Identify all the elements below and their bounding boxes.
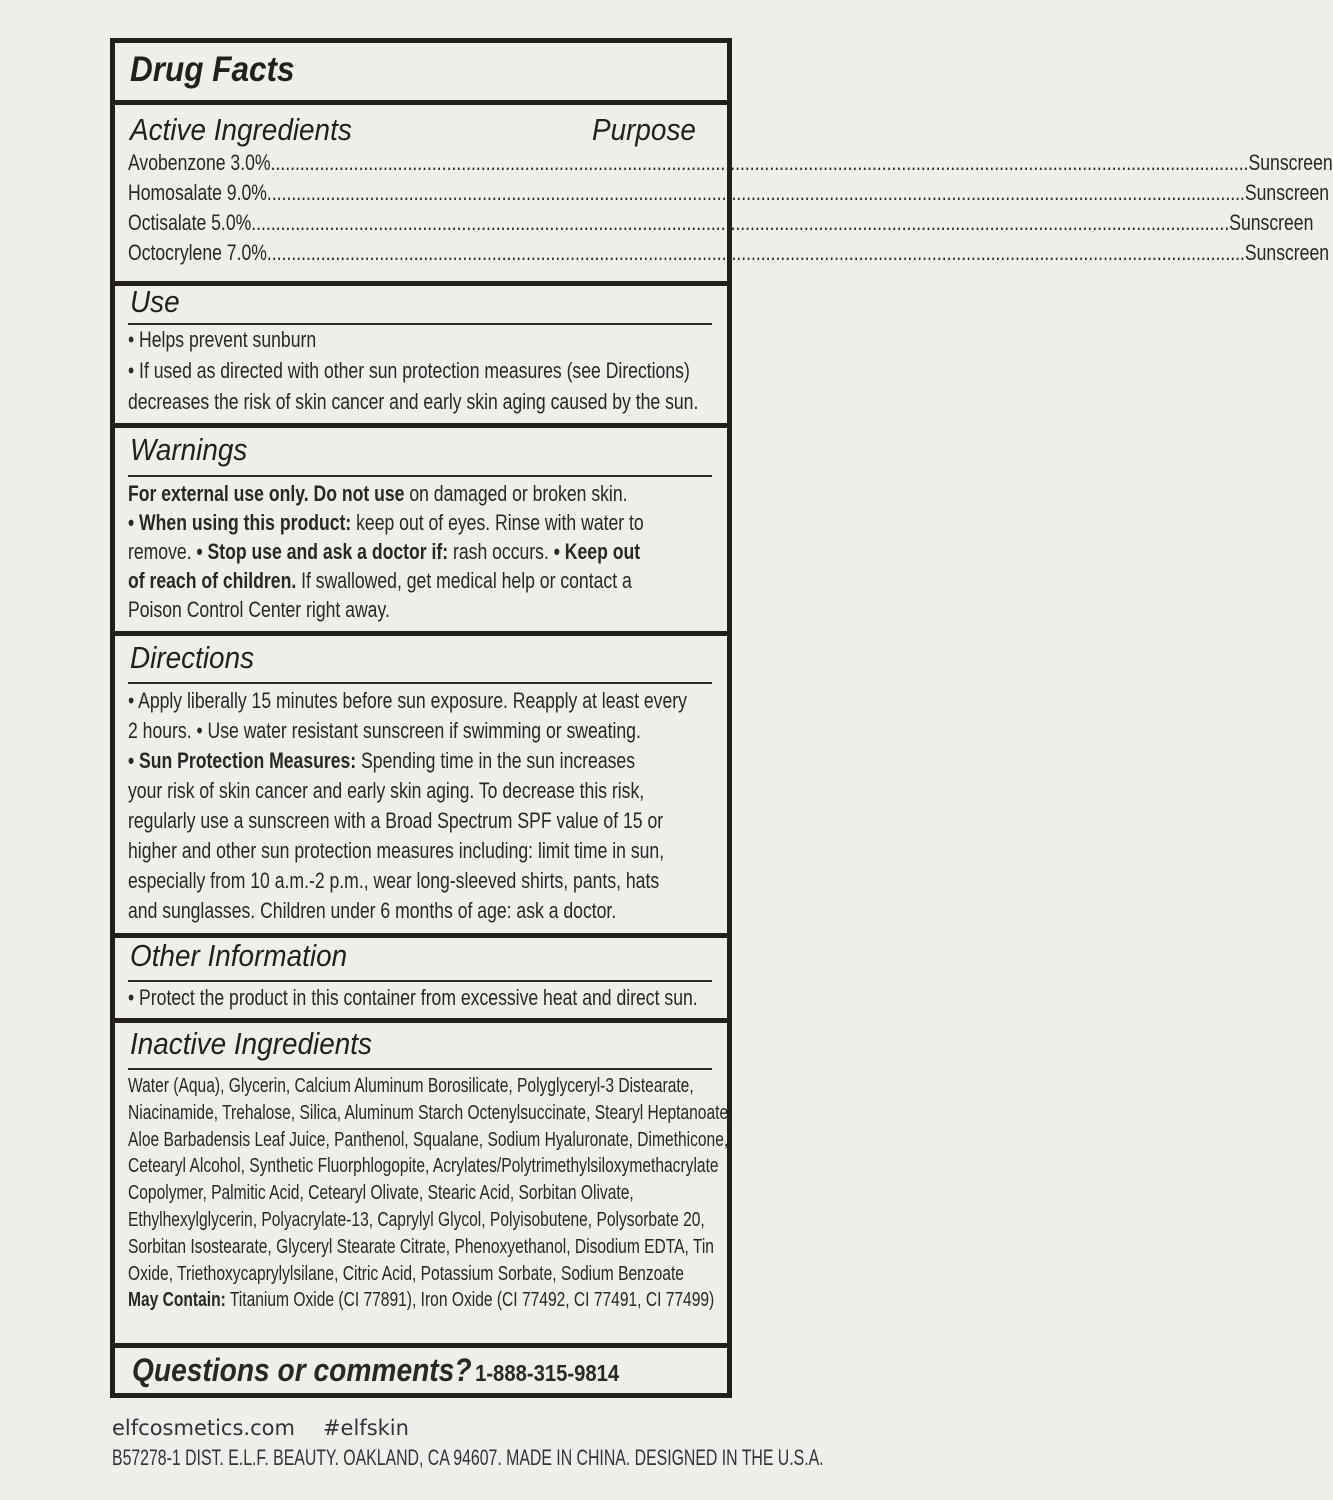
directions-line bbox=[128, 868, 659, 894]
text: Ethylhexylglycerin, Polyacrylate-13, Caprylyl Glycol, Polyisobutene, Polysorbate 20, bbox=[128, 1208, 705, 1231]
text: Spending time in the sun increases bbox=[356, 748, 636, 773]
directions-heading: Directions bbox=[130, 640, 255, 675]
directions-line bbox=[128, 808, 663, 834]
text: Sorbitan Isostearate, Glyceryl Stearate Citrate, Phenoxyethanol, Disodium EDTA, Tin bbox=[128, 1234, 714, 1258]
warnings-line bbox=[128, 597, 390, 623]
inactive-line bbox=[128, 1100, 732, 1126]
heading-rule bbox=[128, 475, 712, 477]
questions-line bbox=[132, 1352, 619, 1389]
directions-line bbox=[128, 838, 664, 864]
bold-text: • Keep out bbox=[553, 539, 641, 564]
warnings-line bbox=[128, 481, 628, 507]
inactive-heading: Inactive Ingredients bbox=[130, 1026, 372, 1061]
bold-text: of reach of children. bbox=[128, 568, 297, 593]
heading-rule bbox=[128, 682, 712, 684]
inactive-line bbox=[128, 1127, 728, 1153]
warnings-line bbox=[128, 510, 644, 536]
dot-leader: ........................................................................................................................................................................................................ bbox=[266, 240, 1245, 265]
phone-number: 1-888-315-9814 bbox=[475, 1360, 620, 1386]
text: regularly use a sunscreen with a Broad Spectrum SPF value of 15 or bbox=[128, 808, 664, 833]
text: Copolymer, Palmitic Acid, Cetearyl Olivate, Stearic Acid, Sorbitan Olivate, bbox=[128, 1181, 634, 1205]
heading-rule bbox=[128, 323, 712, 325]
text: • Helps prevent sunburn bbox=[128, 327, 317, 352]
text: remove. bbox=[128, 539, 197, 564]
text: Poison Control Center right away. bbox=[128, 597, 390, 622]
ingredient-purpose: Sunscreen bbox=[1229, 210, 1314, 235]
directions-line bbox=[128, 718, 641, 744]
directions-line bbox=[128, 688, 687, 714]
text: Cetearyl Alcohol, Synthetic Fluorphlogopite, Acrylates/Polytrimethylsiloxymethacrylate bbox=[128, 1154, 719, 1178]
active-ingredient-row bbox=[128, 240, 1330, 266]
ingredient-purpose: Sunscreen bbox=[1244, 240, 1330, 265]
active-ingredient-row bbox=[128, 210, 1314, 236]
bold-text: • When using this product: bbox=[128, 510, 352, 535]
inactive-line bbox=[128, 1287, 714, 1313]
dot-leader: ........................................................................................................................................................................................................ bbox=[270, 150, 1249, 175]
ingredient-name: Octisalate 5.0% bbox=[128, 210, 252, 235]
bold-text: • Stop use and ask a doctor if: bbox=[196, 539, 449, 564]
other-heading: Other Information bbox=[130, 938, 348, 973]
inactive-line bbox=[128, 1234, 714, 1260]
text: Oxide, Triethoxycaprylylsilane, Citric Acid, Potassium Sorbate, Sodium Benzoate bbox=[128, 1261, 684, 1285]
text: keep out of eyes. Rinse with water to bbox=[351, 510, 644, 535]
dot-leader: ........................................................................................................................................................................................................ bbox=[266, 180, 1245, 205]
inactive-line bbox=[128, 1180, 634, 1206]
text: Titanium Oxide (CI 77891), Iron Oxide (CI 77492, CI 77491, CI 77499) bbox=[225, 1288, 715, 1312]
active-ingredient-row bbox=[128, 150, 1333, 176]
section-divider bbox=[110, 1343, 732, 1348]
section-divider bbox=[110, 100, 732, 105]
section-divider bbox=[110, 1018, 732, 1023]
bold-text: • Sun Protection Measures: bbox=[128, 748, 357, 773]
text: especially from 10 a.m.-2 p.m., wear long-sleeved shirts, pants, hats bbox=[128, 868, 660, 893]
purpose-heading: Purpose bbox=[592, 112, 696, 147]
text: • Apply liberally 15 minutes before sun exposure. Reapply at least every bbox=[128, 688, 687, 713]
section-divider bbox=[110, 423, 732, 428]
active-ingredients-heading: Active Ingredients bbox=[130, 112, 352, 147]
text: 2 hours. • Use water resistant sunscreen if swimming or sweating. bbox=[128, 718, 641, 743]
ingredient-name: Octocrylene 7.0% bbox=[128, 240, 267, 265]
directions-line bbox=[128, 748, 635, 774]
inactive-line bbox=[128, 1261, 684, 1287]
use-line bbox=[128, 358, 690, 384]
questions-label: Questions or comments? bbox=[132, 1352, 472, 1388]
dot-leader: ........................................................................................................................................................................................................ bbox=[251, 210, 1230, 235]
text: Niacinamide, Trehalose, Silica, Aluminum Starch Octenylsuccinate, Stearyl Heptanoate, bbox=[128, 1100, 733, 1124]
ingredient-name: Avobenzone 3.0% bbox=[128, 150, 271, 175]
other-line bbox=[128, 985, 698, 1011]
inactive-line bbox=[128, 1153, 719, 1179]
text: Water (Aqua), Glycerin, Calcium Aluminum Borosilicate, Polyglyceryl-3 Distearate, bbox=[128, 1074, 694, 1097]
ingredient-purpose: Sunscreen bbox=[1248, 150, 1333, 175]
directions-line bbox=[128, 898, 616, 924]
text: If swallowed, get medical help or contact a bbox=[296, 568, 632, 593]
section-divider bbox=[110, 631, 732, 636]
text: rash occurs. bbox=[448, 539, 554, 564]
text: higher and other sun protection measures including: limit time in sun, bbox=[128, 838, 665, 863]
bold-text: May Contain: bbox=[128, 1288, 226, 1312]
ingredient-purpose: Sunscreen bbox=[1244, 180, 1330, 205]
directions-line bbox=[128, 778, 644, 804]
heading-rule bbox=[128, 980, 712, 982]
use-line bbox=[128, 327, 316, 353]
use-heading: Use bbox=[130, 284, 180, 319]
heading-rule bbox=[128, 1068, 712, 1070]
bold-text: For external use only. Do not use bbox=[128, 481, 405, 506]
text: decreases the risk of skin cancer and early skin aging caused by the sun. bbox=[128, 389, 699, 414]
drug-facts-title: Drug Facts bbox=[130, 50, 295, 89]
inactive-line bbox=[128, 1073, 694, 1099]
warnings-heading: Warnings bbox=[130, 432, 248, 467]
section-divider bbox=[110, 281, 732, 286]
warnings-line bbox=[128, 539, 640, 565]
distributor-info: B57278-1 DIST. E.L.F. BEAUTY. OAKLAND, CA 94607. MADE IN CHINA. DESIGNED IN THE U.S.A. bbox=[112, 1445, 824, 1470]
inactive-line bbox=[128, 1207, 705, 1233]
hashtag: #elfskin bbox=[322, 1416, 409, 1440]
ingredient-name: Homosalate 9.0% bbox=[128, 180, 267, 205]
active-ingredient-row bbox=[128, 180, 1330, 206]
footer-web bbox=[112, 1416, 409, 1440]
text: • Protect the product in this container from excessive heat and direct sun. bbox=[128, 985, 698, 1010]
text: your risk of skin cancer and early skin aging. To decrease this risk, bbox=[128, 778, 645, 803]
text: and sunglasses. Children under 6 months of age: ask a doctor. bbox=[128, 898, 617, 923]
use-line bbox=[128, 389, 698, 415]
text: • If used as directed with other sun protection measures (see Directions) bbox=[128, 358, 690, 383]
text: on damaged or broken skin. bbox=[404, 481, 628, 506]
warnings-line bbox=[128, 568, 632, 594]
website-link[interactable]: elfcosmetics.com bbox=[112, 1416, 295, 1440]
text: Aloe Barbadensis Leaf Juice, Panthenol, Squalane, Sodium Hyaluronate, Dimethicone, bbox=[128, 1127, 729, 1151]
